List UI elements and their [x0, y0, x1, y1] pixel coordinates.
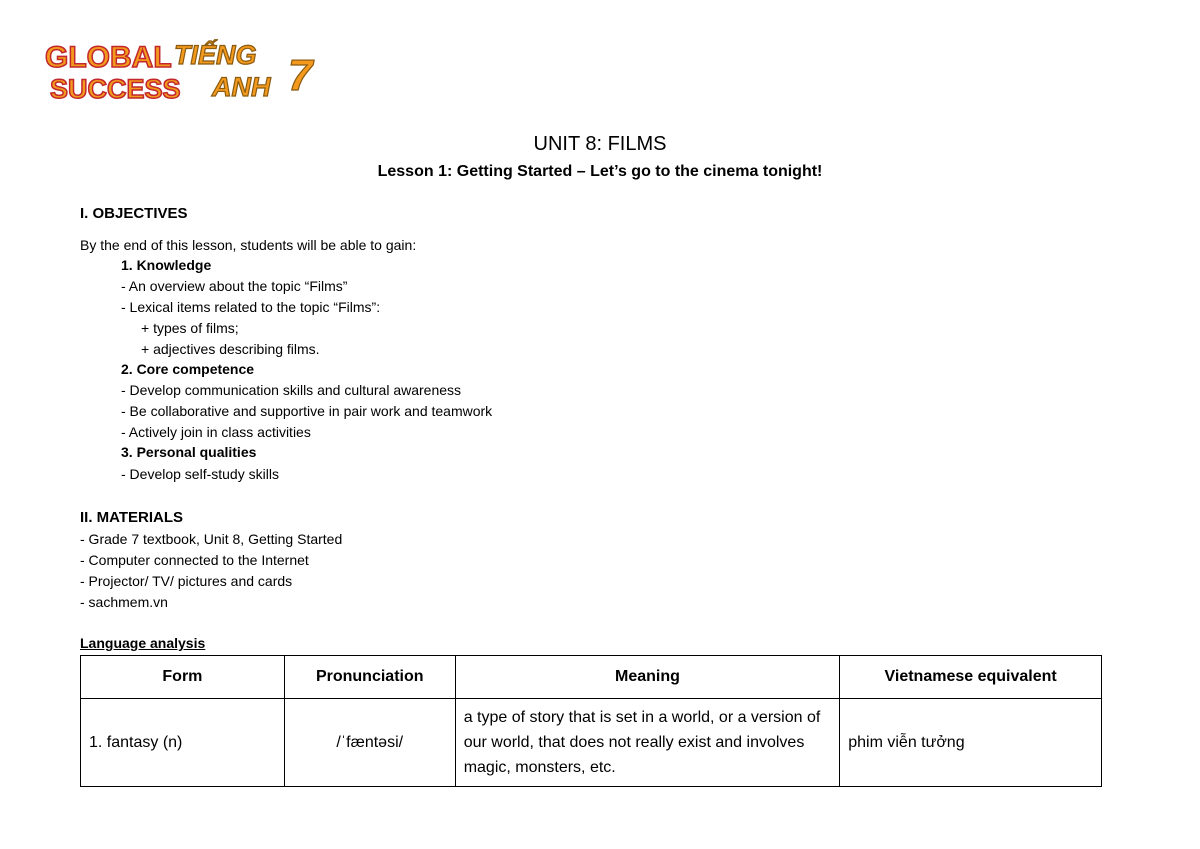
- logo-brand-line2: SUCCESS: [50, 74, 181, 104]
- materials-heading: II. MATERIALS: [80, 509, 184, 526]
- logo-graphic: [42, 34, 342, 104]
- competence-item: - Actively join in class activities: [121, 424, 311, 440]
- logo-book-line2: ANH: [212, 72, 271, 102]
- language-analysis-table: [80, 655, 1102, 787]
- column-header-form: Form: [81, 656, 285, 699]
- qualities-item: - Develop self-study skills: [121, 466, 279, 482]
- knowledge-heading: 1. Knowledge: [121, 257, 212, 273]
- objectives-heading: I. OBJECTIVES: [80, 205, 188, 222]
- table-header-row: [81, 656, 1102, 699]
- materials-item: - Grade 7 textbook, Unit 8, Getting Started: [80, 531, 343, 547]
- competence-item: - Develop communication skills and cultural awareness: [121, 382, 462, 398]
- knowledge-subitem: + types of films;: [141, 320, 239, 336]
- unit-title: UNIT 8: FILMS: [533, 133, 667, 155]
- materials-item: - sachmem.vn: [80, 594, 168, 610]
- column-header-vietnamese: Vietnamese equivalent: [840, 656, 1102, 699]
- logo-brand-line1: GLOBAL: [45, 41, 172, 74]
- knowledge-subitem: + adjectives describing films.: [141, 341, 320, 357]
- column-header-meaning: Meaning: [455, 656, 840, 699]
- competence-item: - Be collaborative and supportive in pair work and teamwork: [121, 403, 493, 419]
- cell-vietnamese: phim viễn tưởng: [840, 699, 1102, 787]
- logo-book-line1: TIẾNG: [174, 40, 257, 70]
- column-header-pronunciation: Pronunciation: [284, 656, 455, 699]
- cell-meaning: a type of story that is set in a world, or a version of our world, that does not really exist and involves magic, monsters, etc.: [455, 699, 840, 787]
- cell-form: 1. fantasy (n): [81, 699, 285, 787]
- cell-pronunciation: /ˈfæntəsi/: [284, 699, 455, 787]
- knowledge-item: - An overview about the topic “Films”: [121, 278, 348, 294]
- competence-heading: 2. Core competence: [121, 361, 255, 377]
- qualities-heading: 3. Personal qualities: [121, 444, 257, 460]
- knowledge-item: - Lexical items related to the topic “Films”:: [121, 299, 381, 315]
- materials-item: - Computer connected to the Internet: [80, 552, 309, 568]
- materials-item: - Projector/ TV/ pictures and cards: [80, 573, 293, 589]
- language-analysis-heading: Language analysis: [80, 635, 206, 651]
- lesson-title: Lesson 1: Getting Started – Let’s go to the cinema tonight!: [377, 163, 823, 180]
- global-success-logo: [42, 34, 342, 104]
- objectives-intro: By the end of this lesson, students will be able to gain:: [80, 237, 417, 253]
- logo-book-number: 7: [288, 51, 313, 100]
- table-row: [81, 699, 1102, 787]
